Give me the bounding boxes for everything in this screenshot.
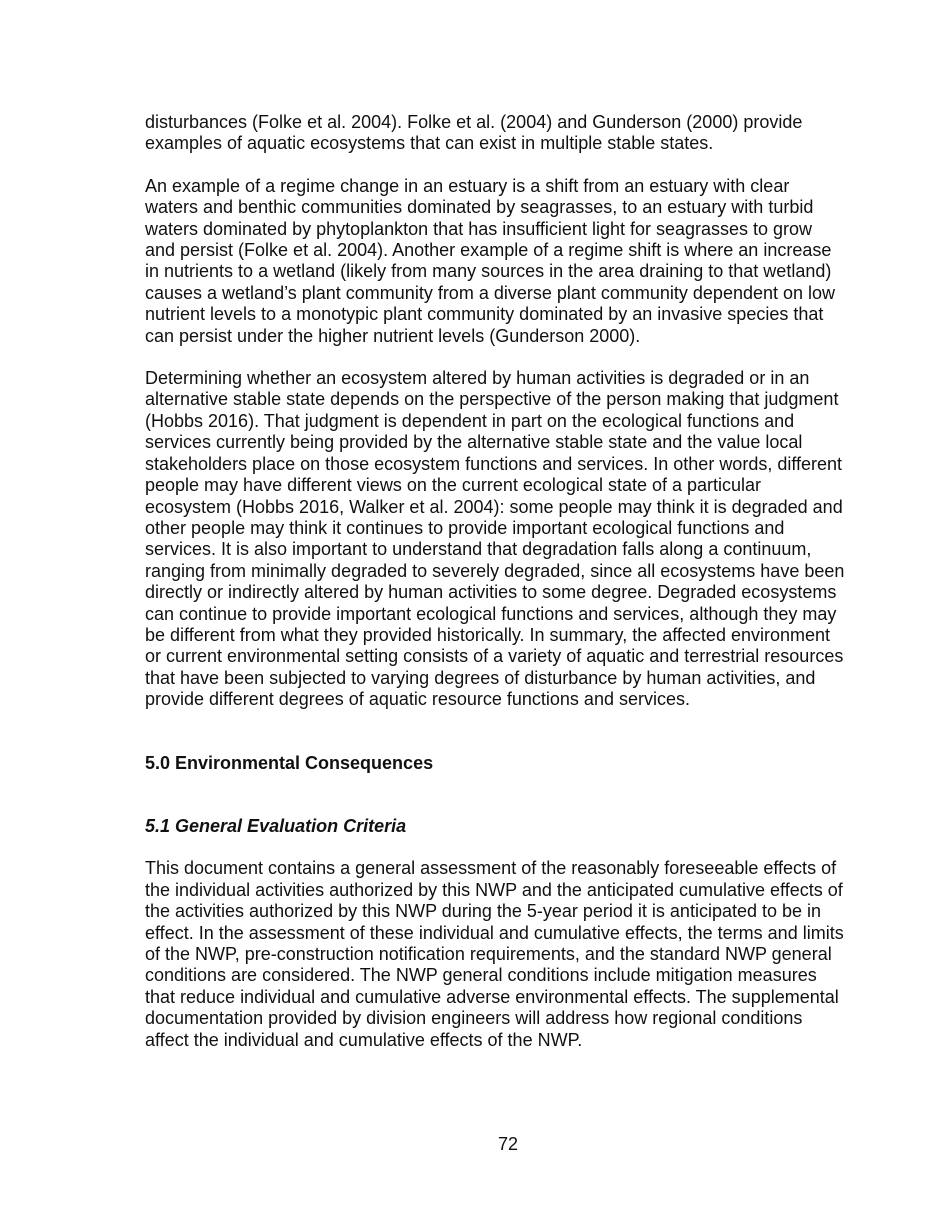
paragraph-regime-change: An example of a regime change in an estuary is a shift from an estuary with clear waters and benthic communities dominated by seagrasses, to an estuary with turbid waters dominated by phytoplankton that has insufficient light for seagrasses to grow and persist (Folke et al. 2004). Another example of a regime shift is where an increase in nutrients to a wetland (likely from many sources in the area draining to that wetland) causes a wetland’s plant community from a diverse plant community dependent on low nutrient levels to a monotypic plant community dominated by an invasive species that can persist under the higher nutrient levels (Gunderson 2000). bbox=[145, 175, 836, 346]
page-number: 72 bbox=[497, 1134, 519, 1154]
paragraph-degraded-ecosystems: Determining whether an ecosystem altered by human activities is degraded or in an alternative stable state depends on the perspective of the person making that judgment (Hobbs 2016). That judgment is dependent in part on the ecological functions and services currently being provided by the alternative stable state and the value local stakeholders place on those ecosystem functions and services. In other words, different people may have different views on the current ecological state of a particular ecosystem (Hobbs 2016, Walker et al. 2004): some people may think it is degraded and other people may think it continues to provide important ecological functions and services. It is also important to understand that degradation falls along a continuum, ranging from minimally degraded to severely degraded, since all ecosystems have been directly or indirectly altered by human activities to some degree. Degraded ecosystems can continue to provide important ecological functions and services, although they may be different from what they provided historically. In summary, the affected environment or current environmental setting consists of a variety of aquatic and terrestrial resources that have been subjected to varying degrees of disturbance by human activities, and provide different degrees of aquatic resource functions and services. bbox=[145, 368, 845, 710]
section-heading: 5.0 Environmental Consequences bbox=[145, 752, 434, 773]
document-body bbox=[145, 112, 845, 1051]
paragraph-disturbances: disturbances (Folke et al. 2004). Folke et al. (2004) and Gunderson (2000) provide examples of aquatic ecosystems that can exist in multiple stable states. bbox=[145, 112, 803, 154]
paragraph-evaluation-criteria: This document contains a general assessment of the reasonably foreseeable effects of the individual activities authorized by this NWP and the anticipated cumulative effects of the activities authorized by this NWP during the 5-year period it is anticipated to be in effect. In the assessment of these individual and cumulative effects, the terms and limits of the NWP, pre-construction notification requirements, and the standard NWP general conditions are considered. The NWP general conditions include mitigation measures that reduce individual and cumulative adverse environmental effects. The supplemental documentation provided by division engineers will address how regional conditions affect the individual and cumulative effects of the NWP. bbox=[145, 858, 844, 1050]
subsection-heading: 5.1 General Evaluation Criteria bbox=[145, 815, 407, 836]
